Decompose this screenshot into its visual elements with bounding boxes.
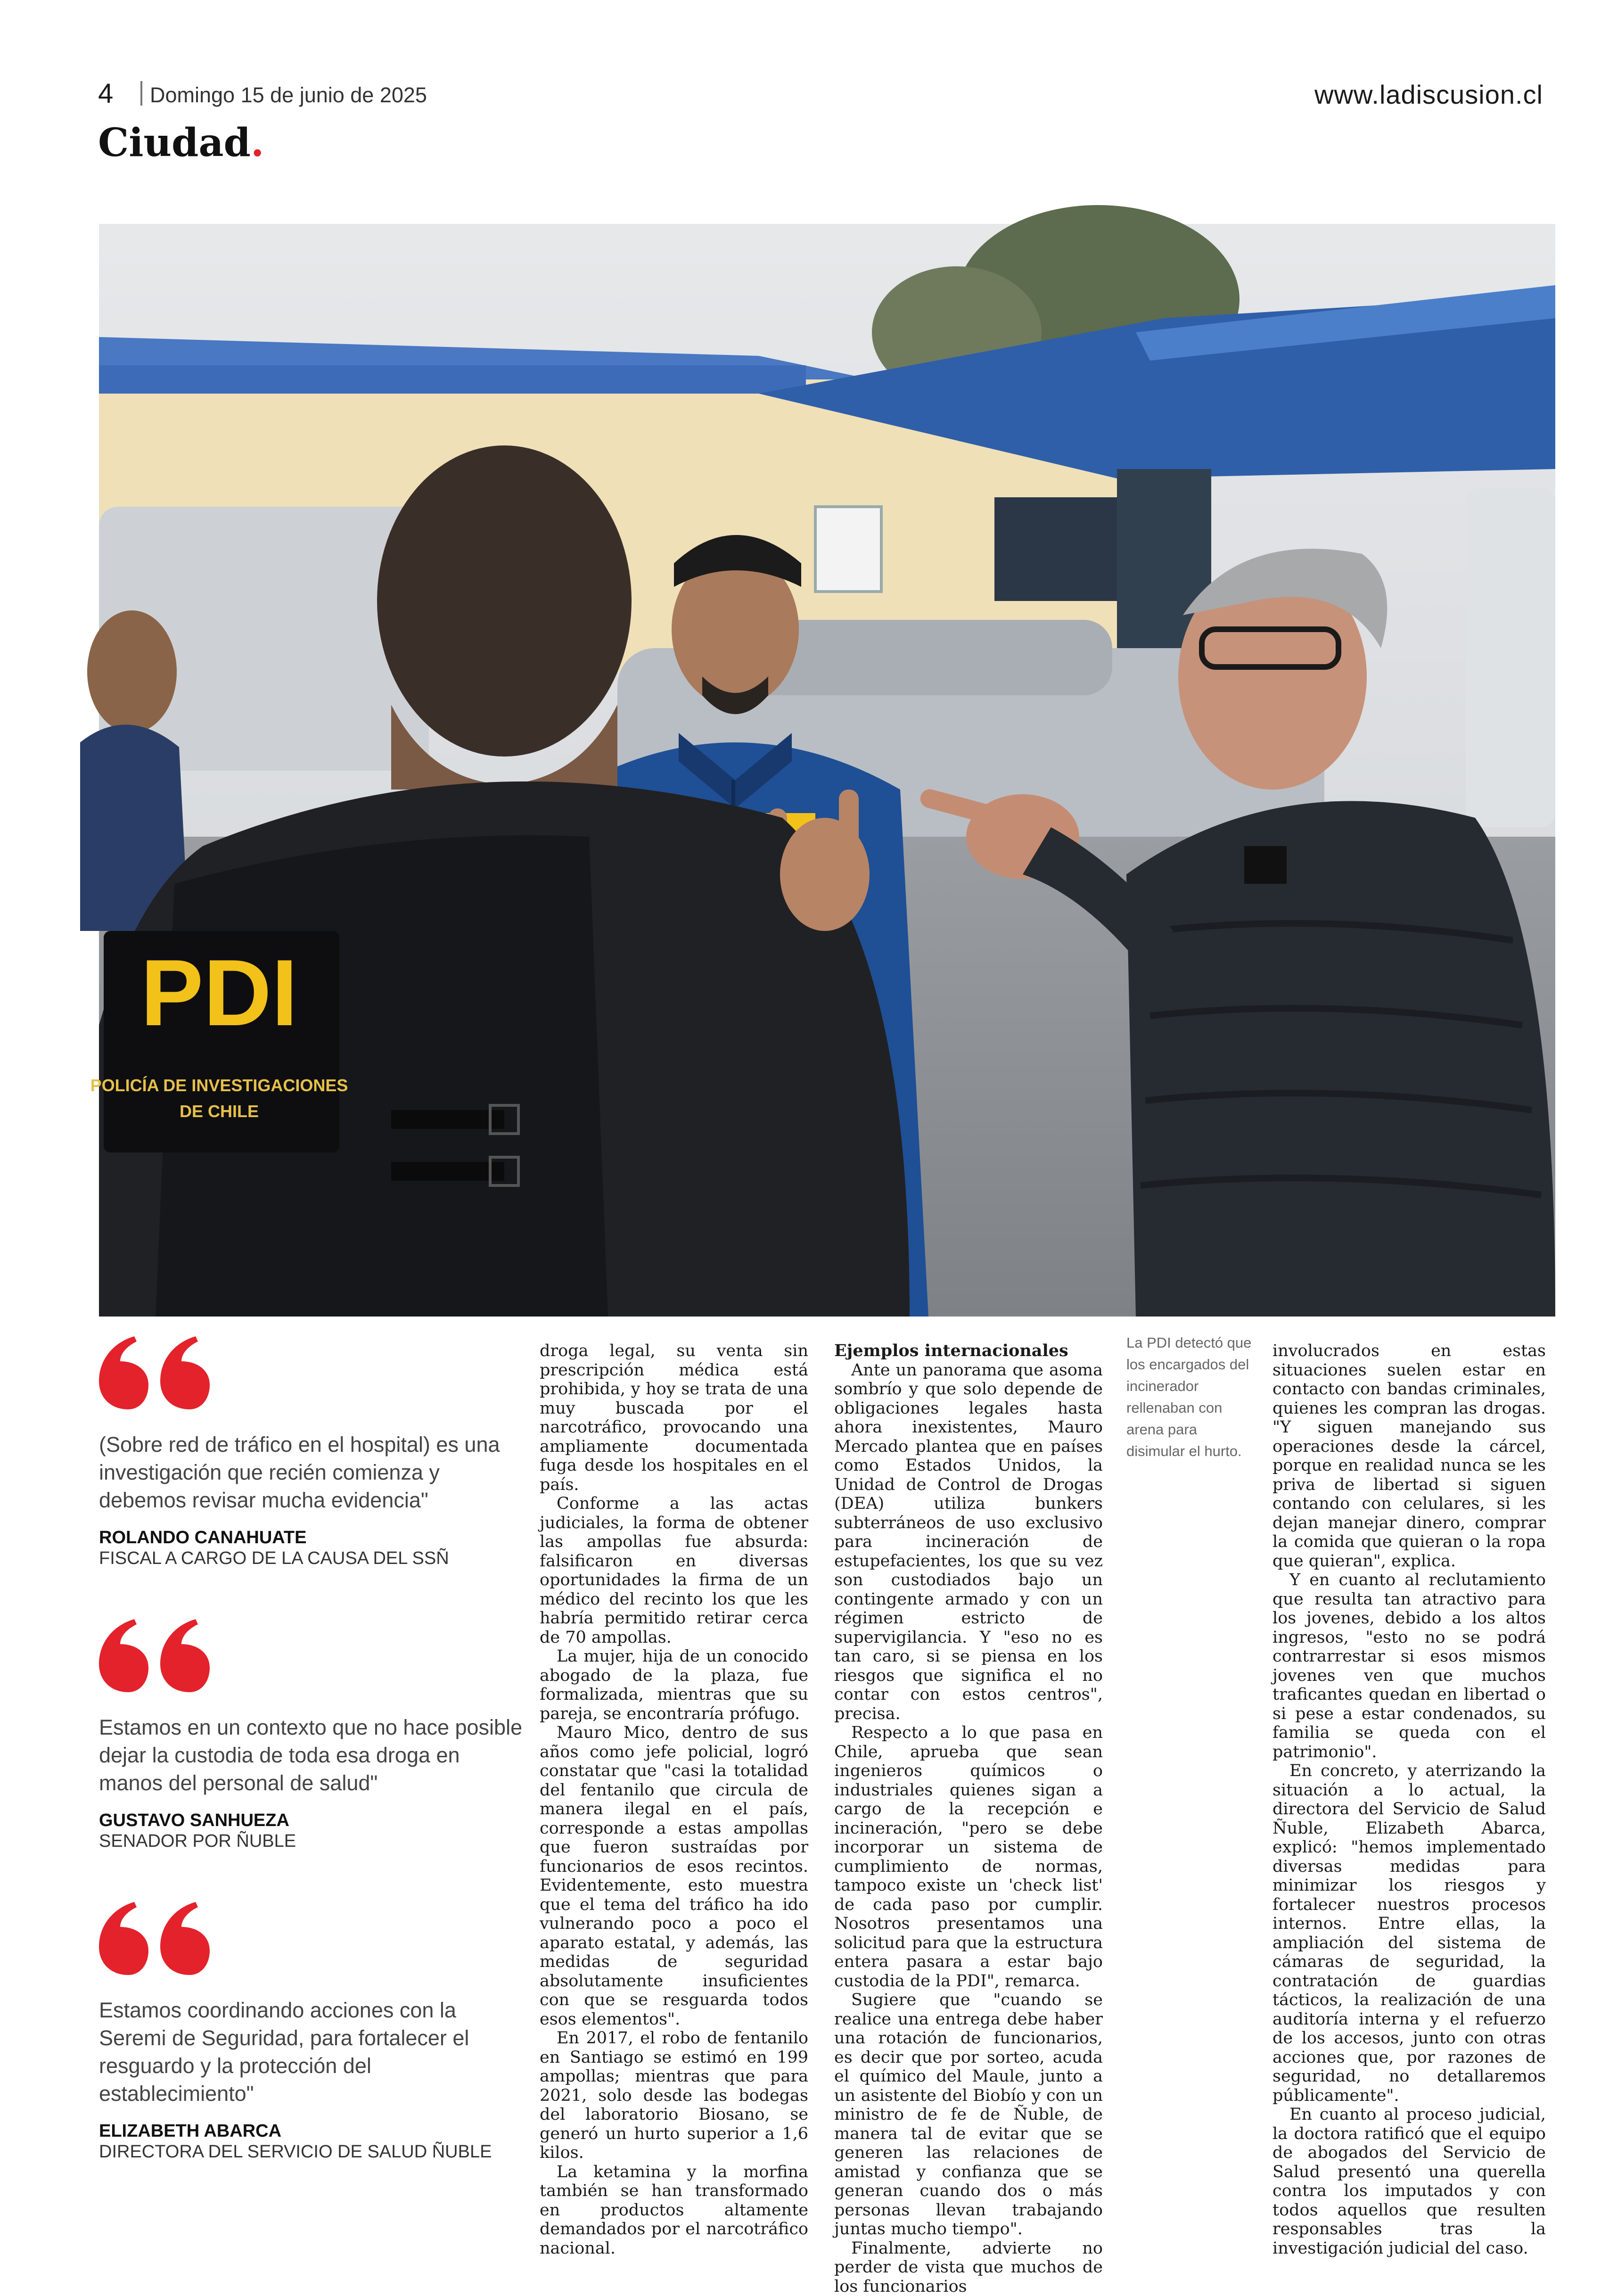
pdi-patch-line2: DE CHILE — [180, 1102, 259, 1121]
pull-quote — [99, 1900, 523, 2162]
article-paragraph: Sugiere que "cuando se realice una entrega debe haber una rotación de funcionarios, es decir que por sorteo, acuda el químico del Maule, junto a un asistente del Biobío y con un ministro de fe de Ñuble, de manera tal de evitar que se generen las relaciones de amistad y confianza que se generan cuando dos o más personas llevan trabajando juntas mucho tiempo". — [834, 1991, 1103, 2239]
article-photo — [99, 224, 1555, 1317]
quote-author: GUSTAVO SANHUEZA — [99, 1810, 523, 1831]
quote-author-role: FISCAL A CARGO DE LA CAUSA DEL SSÑ — [99, 1548, 523, 1569]
pdi-patch-line1: POLICÍA DE INVESTIGACIONES — [90, 1076, 348, 1095]
quote-author: ROLANDO CANAHUATE — [99, 1527, 523, 1548]
article-column-3 — [1272, 1341, 1546, 2258]
quote-author: ELIZABETH ABARCA — [99, 2121, 523, 2141]
article-column-2 — [834, 1341, 1103, 2296]
section-title-text: Ciudad — [98, 120, 251, 165]
quote-author-role: SENADOR POR ÑUBLE — [99, 1831, 523, 1852]
quote-text: Estamos en un contexto que no hace posible dejar la custodia de toda esa droga en manos del personal de salud" — [99, 1713, 523, 1797]
article-paragraph: Finalmente, advierte no perder de vista que muchos de los funcionarios — [834, 2239, 1103, 2296]
quote-mark-icon — [99, 1900, 226, 1975]
pull-quote — [99, 1334, 523, 1569]
article-paragraph: Respecto a lo que pasa en Chile, aprueba que sean ingenieros químicos o industriales quienes sigan a cargo de la recepción e incineración, "pero se debe incorporar un sistema de cumplimiento de normas, tampoco existe un 'check list' de cada paso por cumplir. Nosotros presentamos una solicitud para que la estructura entera pasara a estar bajo custodia de la PDI", remarca. — [834, 1723, 1103, 1991]
pdi-vest-text: PDI — [140, 940, 297, 1045]
section-title — [98, 120, 264, 165]
page-number: 4 — [98, 78, 113, 109]
quote-mark-icon — [99, 1617, 226, 1692]
header-divider — [140, 81, 142, 106]
article-paragraph: involucrados en estas situaciones suelen estar en contacto con bandas criminales, quienes les compran las drogas. "Y siguen manejando sus operaciones desde la cárcel, porque en realidad nunca se les priva de libertad si siguen contando con celulares, si les dejan manejar dinero, comprar la comida que quieran o la ropa que quieran", explica. — [1272, 1341, 1546, 1571]
article-subheading: Ejemplos internacionales — [834, 1341, 1103, 1361]
article-paragraph: Mauro Mico, dentro de sus años como jefe policial, logró constatar que "casi la totalidad del fentanilo que circula de manera ilegal en el país, corresponde a estas ampollas que fueron sustraídas por funcionarios de esos recintos. Evidentemente, esto muestra que el tema del tráfico ha ido vulnerando poco a poco el aparato estatal, y además, las medidas de seguridad absolutamente insuficientes con que se resguarda todos esos elementos". — [540, 1723, 808, 2029]
quote-text: Estamos coordinando acciones con la Seremi de Seguridad, para fortalecer el resguardo y la protección del establecimiento" — [99, 1996, 523, 2107]
photo-caption: La PDI detectó que los encargados del incinerador rellenaban con arena para disimular el hurto. — [1126, 1332, 1258, 1462]
publication-date: Domingo 15 de junio de 2025 — [150, 83, 427, 107]
article-column-1 — [540, 1341, 808, 2258]
pull-quote — [99, 1617, 523, 1852]
website-link[interactable]: www.ladiscusion.cl — [1314, 79, 1543, 110]
article-paragraph: En 2017, el robo de fentanilo en Santiago se estimó en 199 ampollas; mientras que para 2021, solo desde las bodegas del laboratorio Biosano, se generó un hurto superior a 1,6 kilos. — [540, 2029, 808, 2163]
article-paragraph: droga legal, su venta sin prescripción médica está prohibida, y hoy se trata de una muy buscada por el narcotráfico, provocando una ampliamente documentada fuga desde los hospitales en el país. — [540, 1341, 808, 1494]
article-paragraph: Conforme a las actas judiciales, la forma de obtener las ampollas fue absurda: falsificaron en diversas oportunidades la firma de un médico del recinto los que les habría permitido retirar cerca de 70 ampollas. — [540, 1494, 808, 1647]
quote-author-role: DIRECTORA DEL SERVICIO DE SALUD ÑUBLE — [99, 2141, 523, 2162]
article-paragraph: La ketamina y la morfina también se han transformado en productos altamente demandados por el narcotráfico nacional. — [540, 2163, 808, 2258]
article-paragraph: En concreto, y aterrizando la situación a lo actual, la directora del Servicio de Salud Ñuble, Elizabeth Abarca, explicó: "hemos implementado diversas medidas para minimizar los riesgos y fortalecer nuestros procesos internos. Entre ellas, la ampliación del sistema de cámaras de seguridad, la contratación de guardias tácticos, la realización de una auditoría interna y el refuerzo de los accesos, junto con otras acciones que, por razones de seguridad, no detallaremos públicamente". — [1272, 1761, 1546, 2105]
quote-text: (Sobre red de tráfico en el hospital) es una investigación que recién comienza y debemos revisar mucha evidencia" — [99, 1431, 523, 1514]
article-paragraph: Ante un panorama que asoma sombrío y que solo depende de obligaciones legales hasta ahora inexistentes, Mauro Mercado plantea que en países como Estados Unidos, la Unidad de Control de Drogas (DEA) utiliza bunkers subterráneos de uso exclusivo para incineración de estupefacientes, los que su vez son custodiados bajo un contingente armado y con un régimen estricto de supervigilancia. Y "eso no es tan caro, si se piensa en los riesgos que significa el no contar con estos centros", precisa. — [834, 1361, 1103, 1724]
article-paragraph: Y en cuanto al reclutamiento que resulta tan atractivo para los jovenes, debido a los altos ingresos, "esto no se podrá contrarrestar si esos mismos jovenes ven que muchos traficantes quedan en libertad o si pese a estar condenados, su familia se queda con el patrimonio". — [1272, 1571, 1546, 1761]
article-paragraph: La mujer, hija de un conocido abogado de la plaza, fue formalizada, mientras que su pareja, se encontraría prófugo. — [540, 1647, 808, 1723]
article-paragraph: En cuanto al proceso judicial, la doctora ratificó que el equipo de abogados del Servicio de Salud presentó una querella contra los imputados y con todos aquellos que resulten responsables tras la investigación judicial del caso. — [1272, 2105, 1546, 2258]
section-dot: . — [251, 120, 264, 165]
quote-mark-icon — [99, 1334, 226, 1409]
